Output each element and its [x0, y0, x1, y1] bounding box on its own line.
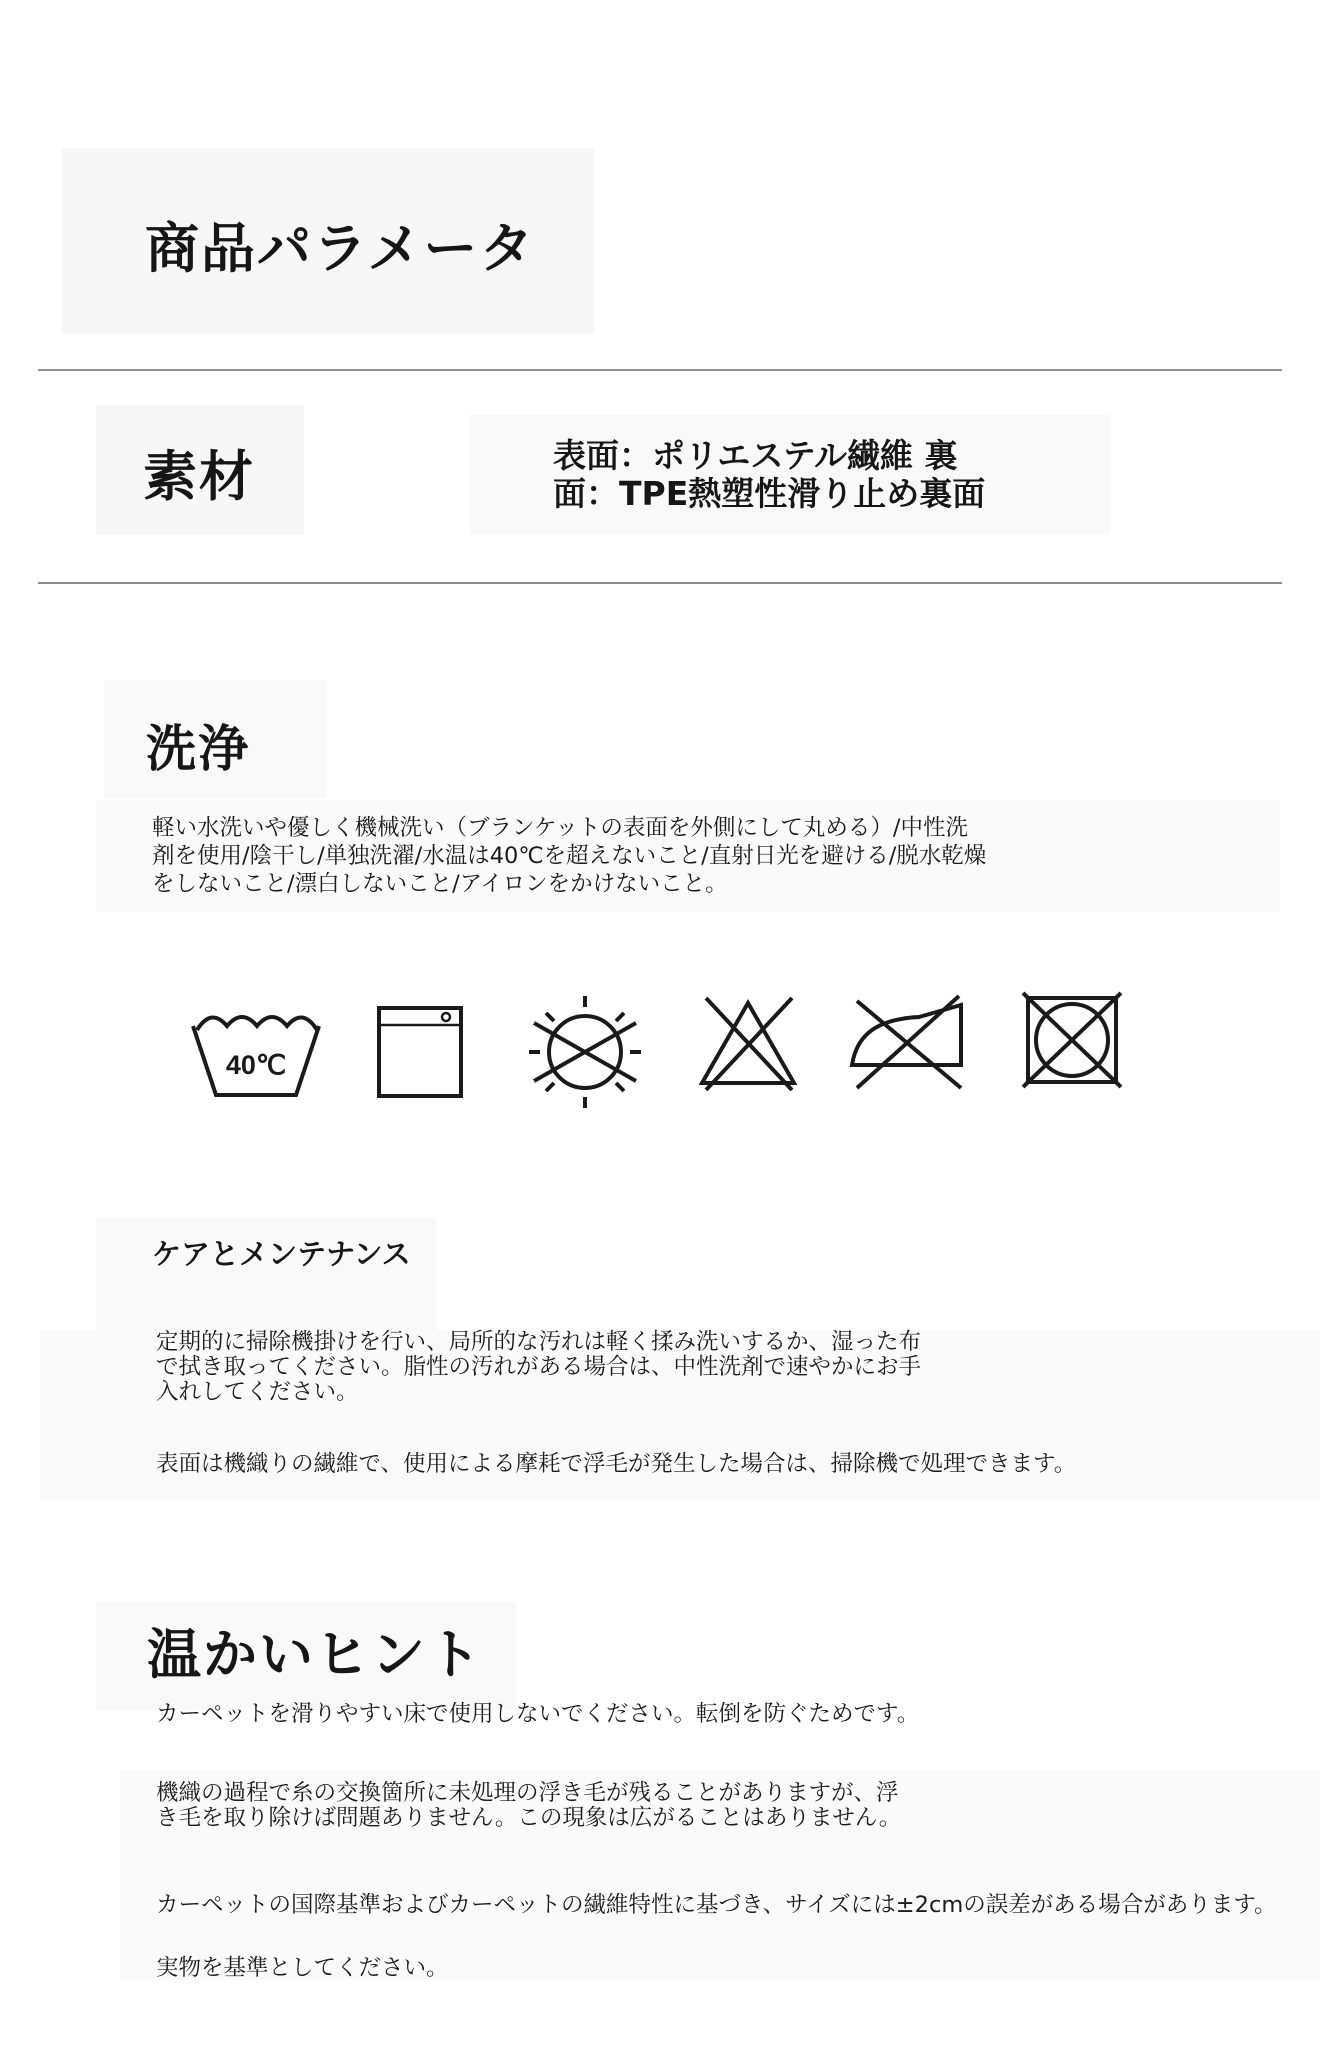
care-paragraph-1-line-3: 入れしてください。 — [156, 1379, 359, 1405]
material-value — [553, 437, 1173, 513]
wash-temp-label: 40℃ — [225, 1050, 287, 1080]
no-direct-sun-icon — [526, 993, 644, 1111]
no-tumble-dry-icon — [1020, 990, 1124, 1090]
tumble-dry-icon — [376, 1005, 464, 1099]
no-bleach-icon — [694, 995, 802, 1091]
tips-line-1: カーペットを滑りやすい床で使用しないでください。転倒を防ぐためです。 — [156, 1701, 920, 1727]
washing-text — [152, 814, 1272, 898]
tips-paragraph-2-line-2: き毛を取り除けば問題ありません。この現象は広がることはありません。 — [156, 1805, 902, 1831]
material-value-line-2: 面：TPE熱塑性滑り止め裏面 — [553, 474, 986, 513]
tips-line-3: カーペットの国際基準およびカーペットの繊維特性に基づき、サイズには±2cmの誤差がある場合があります。 — [156, 1892, 1277, 1918]
tips-title: 温かいヒント — [147, 1623, 483, 1686]
care-paragraph-1-line-1: 定期的に掃除機掛けを行い、局所的な汚れは軽く揉み洗いするか、湿った布 — [156, 1329, 922, 1355]
wash-40-icon — [190, 1008, 324, 1098]
material-label: 素材 — [143, 445, 255, 508]
no-iron-icon — [849, 993, 967, 1091]
care-paragraph-1 — [156, 1330, 1256, 1405]
material-value-line-1: 表面：ポリエステル繊維 裏 — [553, 436, 958, 475]
care-paragraph-2: 表面は機織りの繊維で、使用による摩耗で浮毛が発生した場合は、掃除機で処理できます。 — [156, 1451, 1077, 1477]
tips-paragraph-2 — [156, 1781, 1256, 1831]
washing-text-line-3: をしないこと/漂白しないこと/アイロンをかけないこと。 — [152, 871, 728, 897]
tips-line-4: 実物を基準としてください。 — [156, 1955, 449, 1981]
divider-top — [38, 369, 1282, 371]
divider-bottom — [38, 582, 1282, 584]
washing-title: 洗浄 — [146, 720, 250, 778]
care-paragraph-1-line-2: で拭き取ってください。脂性の汚れがある場合は、中性洗剤で速やかにお手 — [156, 1354, 922, 1380]
washing-text-line-1: 軽い水洗いや優しく機械洗い（ブランケットの表面を外側にして丸める）/中性洗 — [152, 815, 969, 841]
page-title: 商品パラメータ — [145, 217, 536, 280]
washing-text-line-2: 剤を使用/陰干し/単独洗濯/水温は40℃を超えないこと/直射日光を避ける/脱水乾燥 — [152, 843, 987, 869]
care-title: ケアとメンテナンス — [152, 1237, 411, 1271]
tips-paragraph-2-line-1: 機織の過程で糸の交換箇所に未処理の浮き毛が残ることがありますが、浮 — [156, 1780, 899, 1806]
